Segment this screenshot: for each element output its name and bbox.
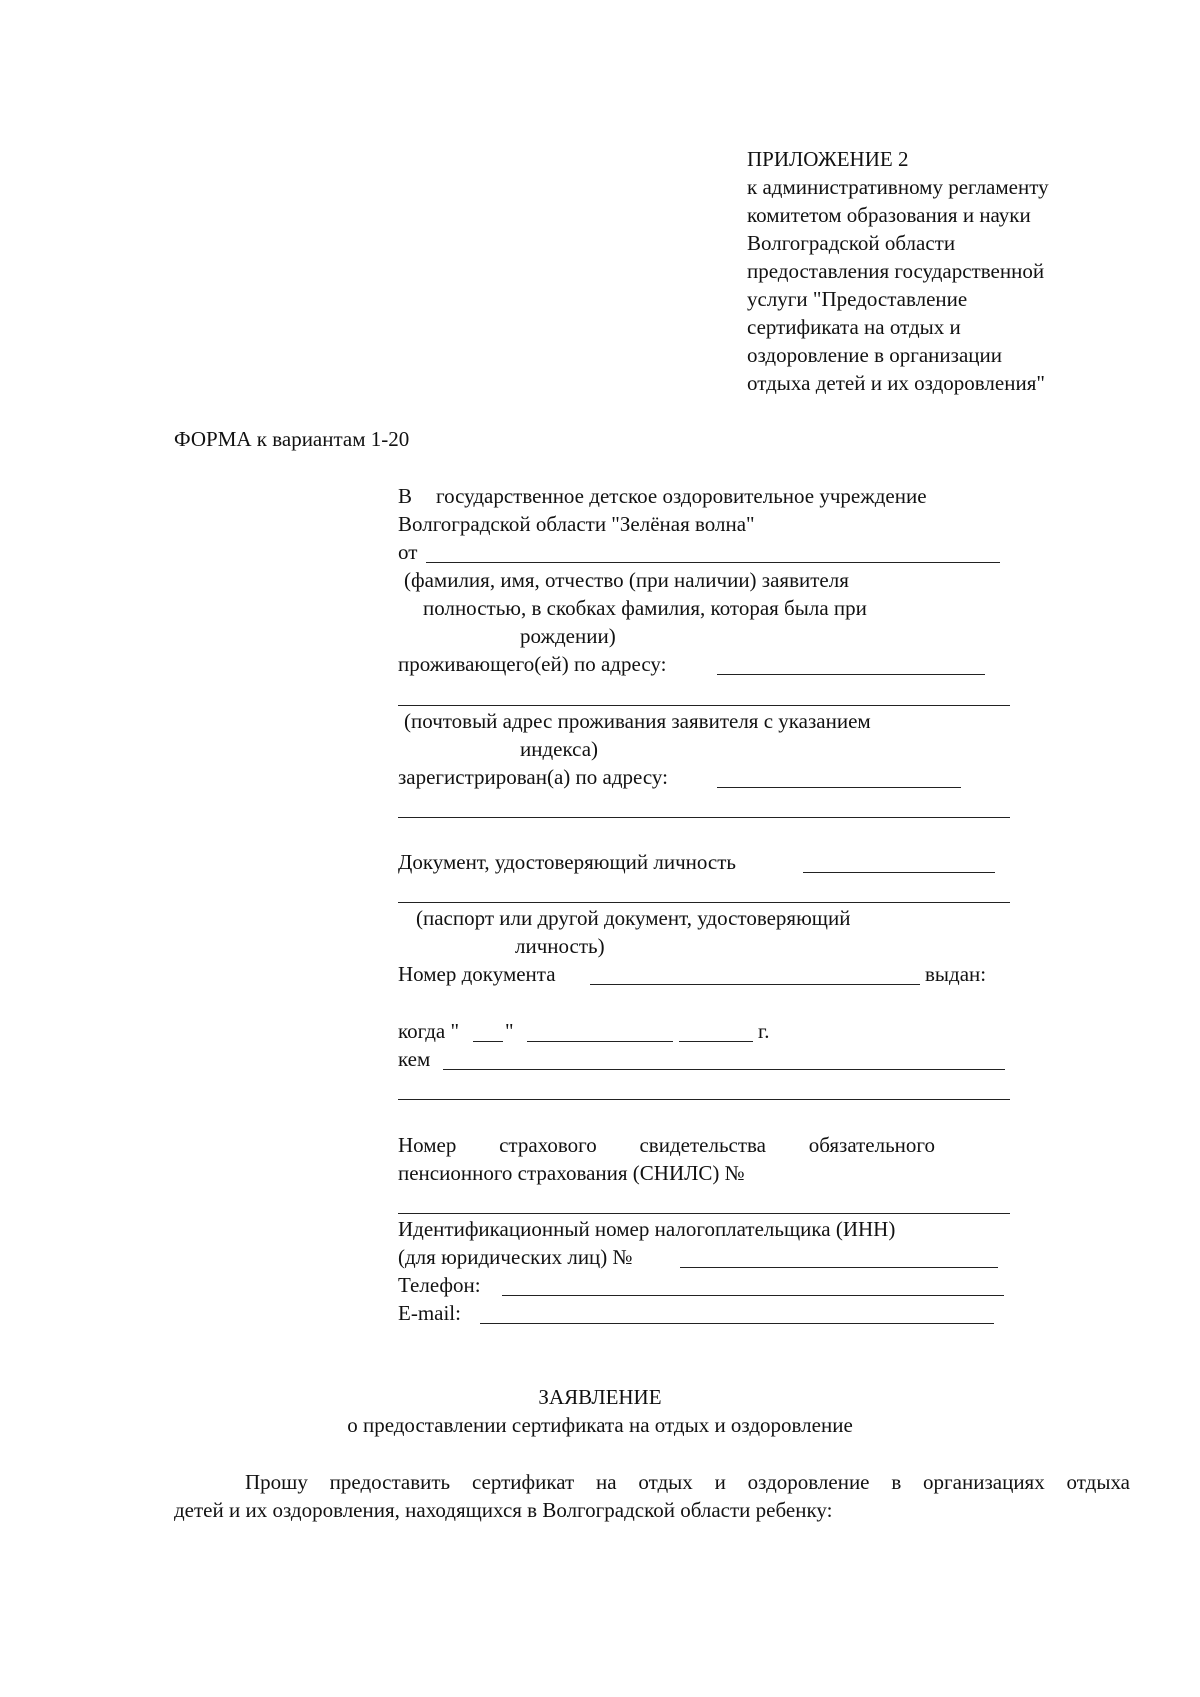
issued-label: выдан: (925, 962, 987, 986)
id-doc-hint: личность) (515, 934, 605, 958)
phone-field-line[interactable] (502, 1295, 1004, 1296)
by-whom-field-line-2[interactable] (398, 1099, 1010, 1100)
statement-body-line1: Прошу предоставить сертификат на отдых и оздоровление в организациях отдыха (245, 1470, 1130, 1494)
id-doc-hint: (паспорт или другой документ, удостоверяющий (416, 906, 851, 930)
when-day-field[interactable] (473, 1041, 503, 1042)
registered-label: зарегистрирован(а) по адресу: (398, 765, 668, 789)
addressee-line1: государственное детское оздоровительное учреждение (436, 484, 927, 508)
by-whom-field-line[interactable] (443, 1069, 1005, 1070)
id-doc-field-line-2[interactable] (398, 902, 1010, 903)
appendix-title: ПРИЛОЖЕНИЕ 2 (747, 147, 909, 171)
statement-subtitle: о предоставлении сертификата на отдых и оздоровление (347, 1413, 853, 1437)
statement-body-line2: детей и их оздоровления, находящихся в Волгоградской области ребенку: (174, 1498, 833, 1522)
inn-field-line[interactable] (680, 1267, 998, 1268)
appendix-line: сертификата на отдых и (747, 315, 961, 339)
email-label: E-mail: (398, 1301, 461, 1325)
appendix-line: отдыха детей и их оздоровления" (747, 371, 1045, 395)
form-label: ФОРМА к вариантам 1-20 (174, 427, 410, 451)
inn-line1: Идентификационный номер налогоплательщика (ИНН) (398, 1217, 896, 1241)
doc-number-field-line[interactable] (590, 984, 920, 985)
from-field-line[interactable] (426, 562, 1000, 563)
inn-line2: (для юридических лиц) № (398, 1245, 633, 1269)
phone-label: Телефон: (398, 1273, 481, 1297)
from-label: от (398, 540, 418, 564)
snils-line1: Номер страхового свидетельства обязательного (398, 1133, 935, 1157)
registered-field-line[interactable] (717, 787, 961, 788)
when-month-field[interactable] (527, 1041, 673, 1042)
snils-field-line[interactable] (398, 1213, 1010, 1214)
appendix-line: оздоровление в организации (747, 343, 1002, 367)
statement-title: ЗАЯВЛЕНИЕ (538, 1385, 662, 1409)
appendix-line: услуги "Предоставление (747, 287, 968, 311)
name-hint: полностью, в скобках фамилия, которая была при (423, 596, 867, 620)
by-whom-label: кем (398, 1047, 431, 1071)
year-suffix: г. (758, 1019, 770, 1043)
appendix-line: Волгоградской области (747, 231, 956, 255)
residing-field-line-2[interactable] (398, 705, 1010, 706)
name-hint: (фамилия, имя, отчество (при наличии) заявителя (404, 568, 849, 592)
id-doc-label: Документ, удостоверяющий личность (398, 850, 736, 874)
appendix-line: предоставления государственной (747, 259, 1045, 283)
when-quote-close: " (505, 1019, 514, 1043)
appendix-line: комитетом образования и науки (747, 203, 1031, 227)
email-field-line[interactable] (480, 1323, 994, 1324)
doc-number-label: Номер документа (398, 962, 556, 986)
addressee-prefix: В (398, 484, 413, 508)
address-hint: индекса) (520, 737, 599, 761)
address-hint: (почтовый адрес проживания заявителя с указанием (404, 709, 871, 733)
id-doc-field-line[interactable] (803, 872, 995, 873)
residing-label: проживающего(ей) по адресу: (398, 652, 667, 676)
registered-field-line-2[interactable] (398, 817, 1010, 818)
when-label: когда " (398, 1019, 460, 1043)
name-hint: рождении) (520, 624, 616, 648)
residing-field-line[interactable] (717, 674, 985, 675)
appendix-line: к административному регламенту (747, 175, 1049, 199)
snils-line2: пенсионного страхования (СНИЛС) № (398, 1161, 745, 1185)
addressee-line2: Волгоградской области "Зелёная волна" (398, 512, 755, 536)
when-year-field[interactable] (679, 1041, 753, 1042)
